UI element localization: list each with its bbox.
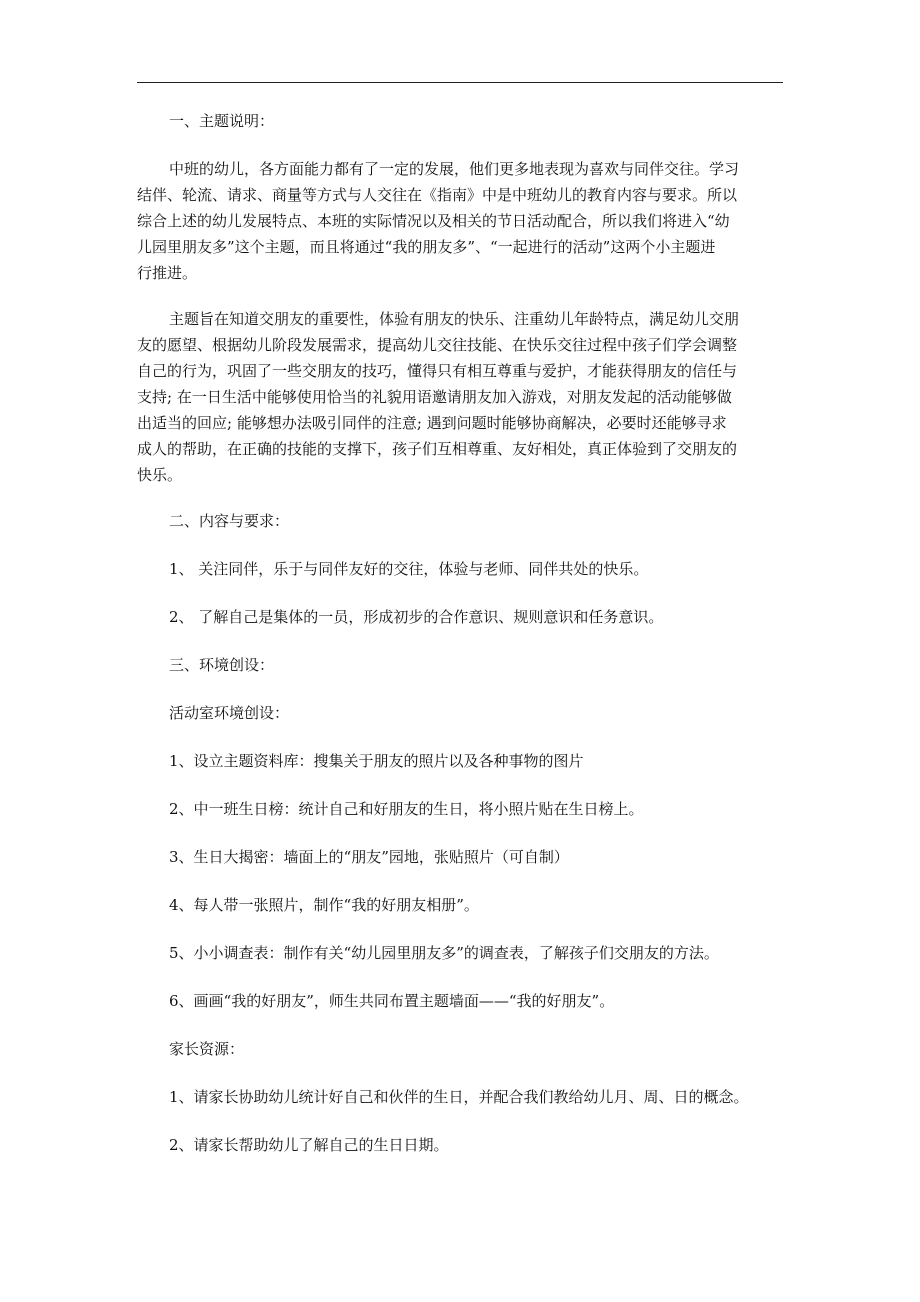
text-line: 自己的行为，巩固了一些交朋友的技巧，懂得只有相互尊重与爱护，才能获得朋友的信任与 (137, 362, 738, 380)
text-line: 结伴、轮流、请求、商量等方式与人交往在《指南》中是中班幼儿的教育内容与要求。所以 (137, 186, 738, 204)
paragraph-theme-goals (137, 306, 785, 488)
room-item: 3、生日大揭密：墙面上的“朋友”园地，张贴照片（可自制） (169, 848, 569, 866)
header-rule (137, 82, 783, 83)
parent-item: 1、请家长协助幼儿统计好自己和伙伴的生日，并配合我们教给幼儿月、周、日的概念。 (169, 1088, 749, 1106)
room-item: 1、设立主题资料库：搜集关于朋友的照片以及各种事物的图片 (169, 752, 584, 770)
room-item: 2、中一班生日榜：统计自己和好朋友的生日，将小照片贴在生日榜上。 (169, 800, 644, 818)
parent-item: 2、请家长帮助幼儿了解自己的生日日期。 (169, 1136, 449, 1154)
requirement-item: 2、 了解自己是集体的一员，形成初步的合作意识、规则意识和任务意识。 (169, 608, 664, 626)
text-line: 行推进。 (137, 264, 198, 282)
text-line: 综合上述的幼儿发展特点、本班的实际情况以及相关的节日活动配合，所以我们将进入“幼 (137, 212, 730, 230)
document-body (137, 108, 785, 1180)
text-line: 主题旨在知道交朋友的重要性，体验有朋友的快乐、注重幼儿年龄特点，满足幼儿交朋 (169, 310, 740, 328)
subheading-parent-resources: 家长资源： (169, 1040, 245, 1058)
text-line: 成人的帮助，在正确的技能的支撑下，孩子们互相尊重、友好相处，真正体验到了交朋友的 (137, 440, 738, 458)
text-line: 支持; 在一日生活中能够使用恰当的礼貌用语邀请朋友加入游戏，对朋友发起的活动能够做 (137, 388, 732, 406)
room-item: 4、每人带一张照片，制作“我的好朋友相册”。 (169, 896, 479, 914)
text-line: 中班的幼儿，各方面能力都有了一定的发展，他们更多地表现为喜欢与同伴交往。学习 (169, 160, 740, 178)
section-heading-2: 二、内容与要求： (169, 512, 290, 530)
section-heading-3: 三、环境创设： (169, 656, 275, 674)
paragraph-theme-intro (137, 156, 785, 286)
subheading-room-environment: 活动室环境创设： (169, 704, 290, 722)
room-item: 6、画画“我的好朋友”，师生共同布置主题墙面——“我的好朋友”。 (169, 992, 615, 1010)
text-line: 出适当的回应; 能够想办法吸引同伴的注意; 遇到问题时能够协商解决，必要时还能够寻求 (137, 414, 727, 432)
text-line: 儿园里朋友多”这个主题，而且将通过“我的朋友多”、“一起进行的活动”这两个小主题进 (137, 238, 716, 256)
text-line: 友的愿望、根据幼儿阶段发展需求，提高幼儿交往技能、在快乐交往过程中孩子们学会调整 (137, 336, 738, 354)
section-heading-1: 一、主题说明： (169, 112, 275, 130)
requirement-item: 1、 关注同伴，乐于与同伴友好的交往，体验与老师、同伴共处的快乐。 (169, 560, 649, 578)
text-line: 快乐。 (137, 466, 183, 484)
room-item: 5、小小调查表：制作有关“幼儿园里朋友多”的调查表，了解孩子们交朋友的方法。 (169, 944, 719, 962)
